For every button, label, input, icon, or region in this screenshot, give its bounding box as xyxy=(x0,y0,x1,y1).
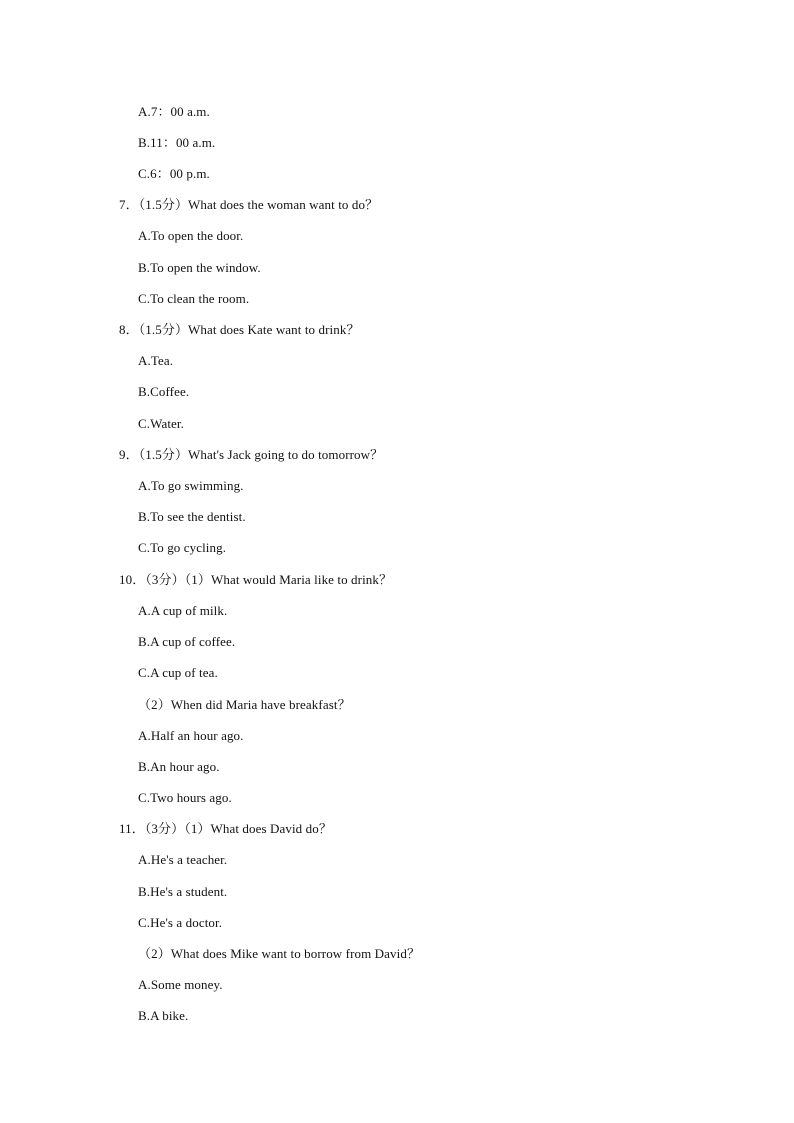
option-line: A.A cup of milk. xyxy=(138,603,228,618)
question-line: 7．（1.5分）What does the woman want to do？ xyxy=(119,197,379,212)
option-line: A.He's a teacher. xyxy=(138,852,228,867)
option-line: A.Some money. xyxy=(138,977,223,992)
question-line: 8．（1.5分）What does Kate want to drink？ xyxy=(119,322,360,337)
option-line: B.A cup of coffee. xyxy=(138,634,236,649)
option-line: A.7：00 a.m. xyxy=(138,104,210,119)
question-line: 11．（3分）（1）What does David do？ xyxy=(119,821,332,836)
option-line: C.6：00 p.m. xyxy=(138,166,210,181)
question-line: 10．（3分）（1）What would Maria like to drink？ xyxy=(119,572,393,587)
option-line: B.To open the window. xyxy=(138,260,261,275)
option-line: A.Tea. xyxy=(138,353,174,368)
subquestion-line: （2）What does Mike want to borrow from David？ xyxy=(138,946,421,961)
option-line: C.To clean the room. xyxy=(138,291,250,306)
option-line: B.To see the dentist. xyxy=(138,509,246,524)
question-line: 9．（1.5分）What's Jack going to do tomorrow？ xyxy=(119,447,384,462)
option-line: C.A cup of tea. xyxy=(138,665,218,680)
option-line: C.To go cycling. xyxy=(138,540,227,555)
option-line: C.Water. xyxy=(138,416,184,431)
option-line: B.He's a student. xyxy=(138,884,228,899)
subquestion-line: （2）When did Maria have breakfast？ xyxy=(138,697,351,712)
option-line: B.An hour ago. xyxy=(138,759,220,774)
option-line: A.To go swimming. xyxy=(138,478,244,493)
option-line: B.11：00 a.m. xyxy=(138,135,216,150)
option-line: B.A bike. xyxy=(138,1008,189,1023)
option-line: B.Coffee. xyxy=(138,384,190,399)
option-line: C.Two hours ago. xyxy=(138,790,232,805)
option-line: A.Half an hour ago. xyxy=(138,728,244,743)
option-line: C.He's a doctor. xyxy=(138,915,223,930)
option-line: A.To open the door. xyxy=(138,228,244,243)
